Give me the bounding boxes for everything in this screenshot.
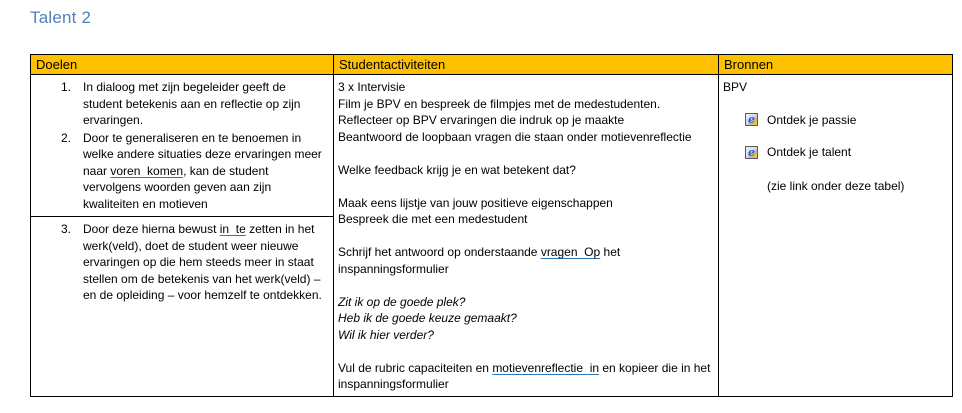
bron-link-talent[interactable] (723, 144, 948, 161)
blank-line (338, 228, 714, 245)
bron-note: (zie link onder deze tabel) (767, 178, 905, 193)
activity-line: 3 x Intervisie (338, 80, 406, 94)
page-title: Talent 2 (30, 8, 92, 27)
goal-item-2 (35, 130, 329, 213)
header-doelen: Doelen (31, 55, 334, 75)
goal-item-1 (35, 79, 329, 129)
italic-question: Heb ik de goede keuze gemaakt? (338, 311, 517, 325)
doelen-cell-row1 (31, 75, 334, 217)
activity-line: Film je BPV en bespreek de filmpjes met de medestudenten. (338, 96, 661, 111)
goal-text (83, 130, 329, 213)
bron-link-label[interactable]: Ontdek je talent (767, 145, 852, 159)
table-header-row (31, 55, 953, 75)
goal-text-post: , kan de student vervolgens woorden geven aan zijn kwaliteiten en motieven (83, 163, 272, 211)
goal-text (83, 221, 329, 304)
talent-table (30, 54, 953, 397)
activity-line: Bespreek die met een medestudent (338, 212, 528, 226)
activity-line: Maak eens lijstje van jouw positieve eigenschappen (338, 195, 613, 210)
grammar-underlined-text: in te (219, 222, 246, 236)
goal-text-pre: Door deze hierna bewust (83, 222, 220, 236)
bron-title: BPV (723, 80, 748, 94)
bronnen-cell (719, 75, 953, 397)
goal-number: 3. (61, 222, 72, 236)
goal-number: 2. (61, 130, 72, 145)
grammar-underlined-text: voren komen (110, 163, 184, 178)
grammar-underlined-text: motievenreflectie in (492, 360, 600, 375)
vul-post: en kopieer die in het inspanningsformulier (338, 360, 711, 391)
blank-line (338, 277, 714, 294)
goal-text-post: zetten in het werk(veld), doet de student weer nieuwe ervaringen op die hem steeds meer in staat stellen om de betekenis van het werk(veld) – en de opleiding – voor hemzelf te ontdekken. (83, 222, 322, 302)
header-studentactiviteiten: Studentactiviteiten (334, 55, 719, 75)
vul-pre: Vul de rubric capaciteiten en (338, 360, 493, 375)
italic-question: Zit ik op de goede plek? (338, 294, 466, 309)
bron-link-passie[interactable] (723, 112, 948, 129)
header-bronnen: Bronnen (719, 55, 953, 75)
activity-line-schrijf (338, 244, 714, 277)
goal-text-pre: Door te generaliseren en te benoemen in welke andere situaties deze ervaringen meer naar (83, 130, 322, 178)
goal-number: 1. (61, 80, 72, 94)
activity-line-vul (338, 360, 714, 393)
blank-line (338, 145, 714, 162)
blank-line (338, 178, 714, 195)
blank-line (338, 343, 714, 360)
activity-line: Beantwoord de loopbaan vragen die staan onder motievenreflectie (338, 129, 692, 144)
doelen-cell-row2 (31, 217, 334, 397)
italic-question: Wil ik hier verder? (338, 327, 434, 342)
schrijf-pre: Schrijf het antwoord op onderstaande (338, 245, 541, 259)
goal-item-3 (35, 221, 329, 304)
bron-link-label[interactable]: Ontdek je passie (767, 112, 857, 127)
feedback-question: Welke feedback krijg je en wat betekent dat? (338, 162, 576, 177)
activity-line: Reflecteer op BPV ervaringen die indruk op je maakte (338, 113, 625, 127)
grammar-underlined-text: vragen Op (540, 245, 601, 259)
hyperlink-icon: e (745, 113, 758, 126)
schrijf-post: het inspanningsformulier (338, 245, 621, 276)
goal-text: In dialoog met zijn begeleider geeft de student betekenis aan en reflectie op zijn ervaringen. (83, 80, 301, 127)
hyperlink-icon: e (745, 146, 758, 159)
studentactiviteiten-cell (334, 75, 719, 397)
